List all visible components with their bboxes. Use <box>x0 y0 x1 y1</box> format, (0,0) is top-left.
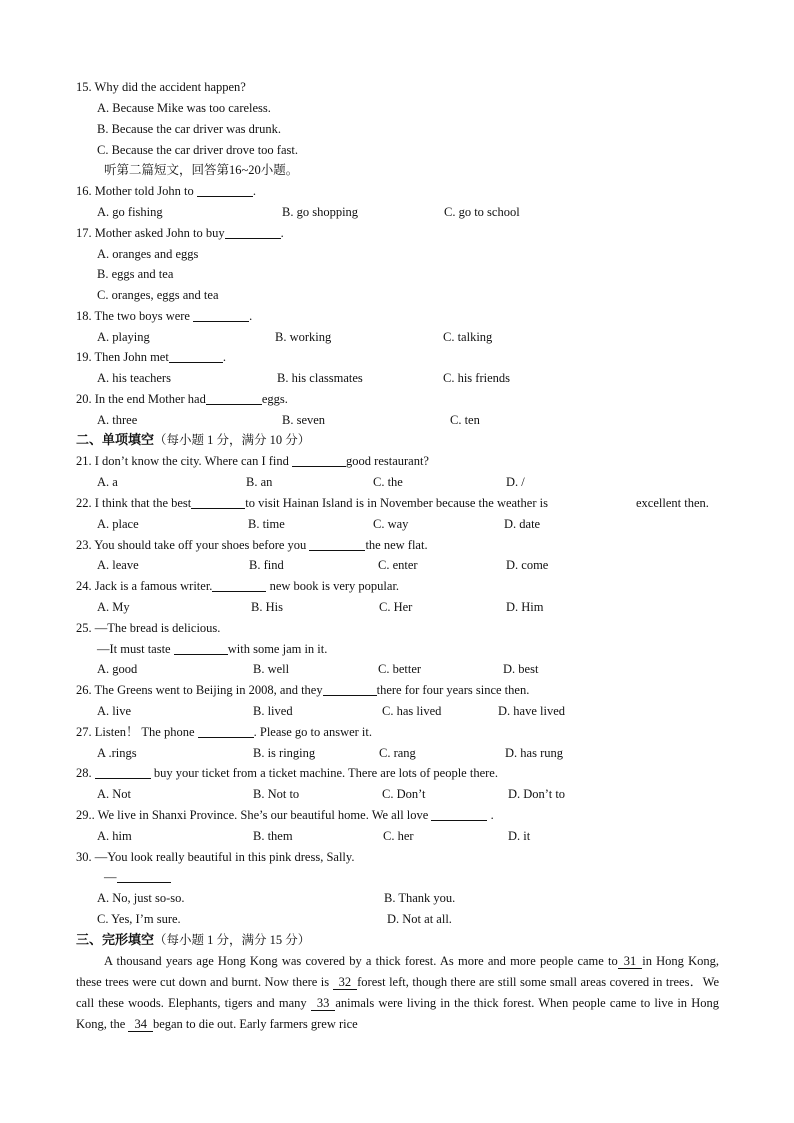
answer-blank <box>212 579 266 592</box>
option-21d: D. / <box>506 475 525 489</box>
question-25: 25. —The bread is delicious. <box>76 621 221 635</box>
question-17: 17. Mother asked John to buy . <box>76 226 284 240</box>
question-28: 28. buy your ticket from a ticket machine. There are lots of people there. <box>76 766 498 780</box>
option-27a: A .rings <box>97 746 137 760</box>
option-20c: C. ten <box>450 413 480 427</box>
question-22: 22. I think that the best to visit Hainan Island is in November because the weather is <box>76 496 548 510</box>
answer-blank <box>309 538 365 551</box>
question-16: 16. Mother told John to . <box>76 184 256 198</box>
question-22-end: excellent then. <box>636 496 709 510</box>
answer-blank <box>292 454 346 467</box>
answer-blank <box>193 309 249 322</box>
question-26: 26. The Greens went to Beijing in 2008, and they there for four years since then. <box>76 683 530 697</box>
question-21: 21. I don’t know the city. Where can I find good restaurant? <box>76 454 429 468</box>
question-15: 15. Why did the accident happen? <box>76 80 246 94</box>
option-22c: C. way <box>373 517 409 531</box>
blank-31: 31 <box>618 954 643 969</box>
option-29c: C. her <box>383 829 414 843</box>
blank-34: 34 <box>128 1017 153 1032</box>
option-15c: C. Because the car driver drove too fast. <box>97 143 298 157</box>
option-22b: B. time <box>248 517 285 531</box>
question-23: 23. You should take off your shoes before you the new flat. <box>76 538 428 552</box>
option-28d: D. Don’t to <box>508 787 566 801</box>
option-21c: C. the <box>373 475 403 489</box>
option-22a: A. place <box>97 517 139 531</box>
option-26c: C. has lived <box>382 704 442 718</box>
question-25-line2: —It must taste with some jam in it. <box>97 642 328 656</box>
option-16c: C. go to school <box>444 205 520 219</box>
option-19a: A. his teachers <box>97 371 171 385</box>
answer-blank <box>191 496 245 509</box>
option-21b: B. an <box>246 475 273 489</box>
answer-blank <box>206 392 262 405</box>
question-29: 29.. We live in Shanxi Province. She’s our beautiful home. We all love . <box>76 808 494 822</box>
option-30b: B. Thank you. <box>384 891 456 905</box>
option-25b: B. well <box>253 662 290 676</box>
answer-blank <box>197 184 253 197</box>
answer-blank <box>117 870 171 883</box>
option-24c: C. Her <box>379 600 413 614</box>
answer-blank <box>431 808 487 821</box>
option-20b: B. seven <box>282 413 326 427</box>
option-18c: C. talking <box>443 330 493 344</box>
question-18: 18. The two boys were . <box>76 309 253 323</box>
option-25d: D. best <box>503 662 539 676</box>
option-18a: A. playing <box>97 330 150 344</box>
option-19c: C. his friends <box>443 371 511 385</box>
answer-blank <box>169 350 223 363</box>
option-27b: B. is ringing <box>253 746 316 760</box>
option-26b: B. lived <box>253 704 293 718</box>
option-29d: D. it <box>508 829 531 843</box>
option-28c: C. Don’t <box>382 787 426 801</box>
option-24b: B. His <box>251 600 283 614</box>
section-2-heading: 二、单项填空（每小题 1 分，满分 10 分） <box>76 432 311 447</box>
option-16a: A. go fishing <box>97 205 163 219</box>
question-30-line2: — <box>104 869 171 885</box>
option-28b: B. Not to <box>253 787 300 801</box>
option-24d: D. Him <box>506 600 544 614</box>
option-19b: B. his classmates <box>277 371 363 385</box>
answer-blank <box>323 683 377 696</box>
question-30: 30. —You look really beautiful in this pink dress, Sally. <box>76 850 355 864</box>
question-27: 27. Listen！ The phone . Please go to answer it. <box>76 725 373 739</box>
option-23c: C. enter <box>378 558 418 572</box>
option-26a: A. live <box>97 704 132 718</box>
cloze-passage: A thousand years age Hong Kong was covered by a thick forest. As more and more people came to 31 in Hong Kong, these trees were cut down and burnt. Now there is 32 forest left, though there are still some small areas covered in trees．We call these woods. Elephants, tigers and many 33 animals were living in the thick forest. When people came to live in Hong Kong, the 34 began to die out. Early farmers grew rice <box>76 954 720 1031</box>
question-20: 20. In the end Mother had eggs. <box>76 392 288 406</box>
answer-blank <box>198 725 254 738</box>
option-30d: D. Not at all. <box>387 912 452 926</box>
option-15b: B. Because the car driver was drunk. <box>97 122 281 136</box>
option-25c: C. better <box>378 662 422 676</box>
section-3-heading: 三、完形填空（每小题 1 分，满分 15 分） <box>76 932 311 947</box>
option-29b: B. them <box>253 829 293 843</box>
option-28a: A. Not <box>97 787 132 801</box>
option-24a: A. My <box>97 600 130 614</box>
option-27d: D. has rung <box>505 746 563 760</box>
option-23b: B. find <box>249 558 284 572</box>
option-23a: A. leave <box>97 558 139 572</box>
option-17a: A. oranges and eggs <box>97 247 199 261</box>
blank-32: 32 <box>333 975 358 990</box>
option-17c: C. oranges, eggs and tea <box>97 288 219 302</box>
option-23d: D. come <box>506 558 549 572</box>
answer-blank <box>95 766 151 779</box>
option-17b: B. eggs and tea <box>97 267 174 281</box>
option-29a: A. him <box>97 829 132 843</box>
answer-blank <box>225 226 281 239</box>
blank-33: 33 <box>311 996 336 1011</box>
option-18b: B. working <box>275 330 332 344</box>
option-16b: B. go shopping <box>282 205 359 219</box>
question-19: 19. Then John met . <box>76 350 226 364</box>
option-26d: D. have lived <box>498 704 565 718</box>
option-20a: A. three <box>97 413 138 427</box>
option-25a: A. good <box>97 662 138 676</box>
option-22d: D. date <box>504 517 541 531</box>
option-30c: C. Yes, I’m sure. <box>97 912 181 926</box>
option-27c: C. rang <box>379 746 416 760</box>
answer-blank <box>174 642 228 655</box>
listening-instruction: 听第二篇短文，回答第16~20小题。 <box>104 163 299 177</box>
option-30a: A. No, just so-so. <box>97 891 185 905</box>
question-24: 24. Jack is a famous writer. new book is very popular. <box>76 579 400 593</box>
option-21a: A. a <box>97 475 118 489</box>
option-15a: A. Because Mike was too careless. <box>97 101 271 115</box>
